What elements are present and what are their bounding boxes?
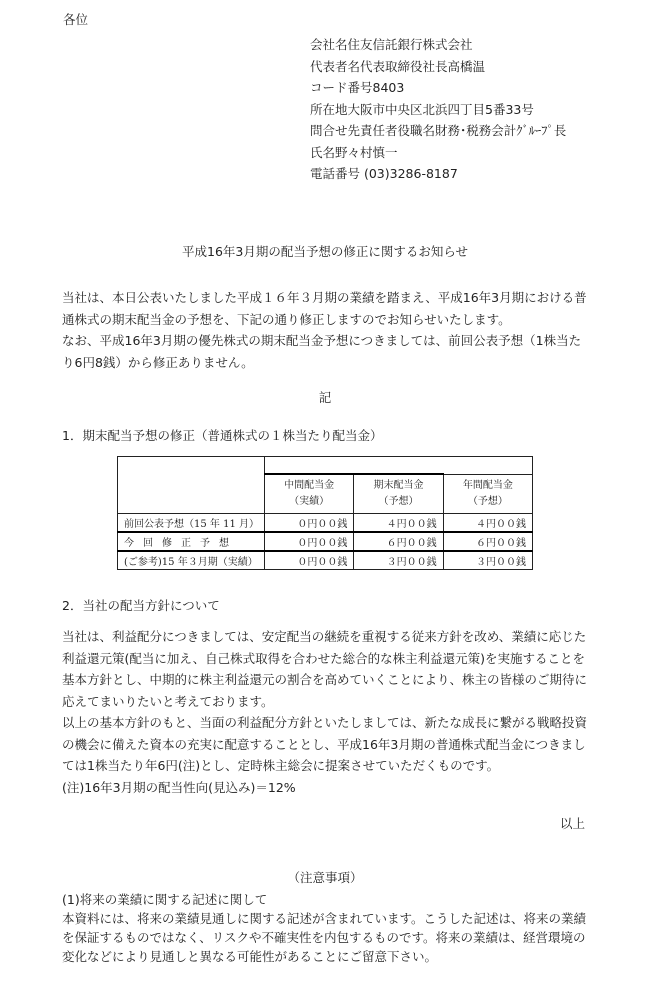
contact-person-name: 氏名野々村慎一 xyxy=(310,144,398,160)
code-number: コード番号8403 xyxy=(310,80,405,95)
dividend-table xyxy=(117,456,533,570)
table-row xyxy=(118,532,533,551)
representative: 代表者名代表取締役社長高橋温 xyxy=(310,58,486,74)
cell-value: ６円００銭 xyxy=(354,532,443,551)
cell-value: ３円００銭 xyxy=(354,551,443,570)
cell-value: ３円００銭 xyxy=(443,551,532,570)
section2-text xyxy=(62,626,592,798)
intro-paragraph: 当社は、本日公表いたしました平成１６年３月期の業績を踏まえ、平成16年3月期における普通株式の期末配当金の予想を、下記の通り修正しますのでお知らせいたします。 xyxy=(62,290,587,327)
cell-value: ０円００銭 xyxy=(265,514,354,533)
page-title: 平成16年3月期の配当予想の修正に関するお知らせ xyxy=(182,244,468,259)
intro-text xyxy=(62,287,592,373)
cell-value: ０円００銭 xyxy=(265,551,354,570)
cell-value: ０円００銭 xyxy=(265,532,354,551)
phone-number: 電話番号 (03)3286-8187 xyxy=(310,166,458,181)
header-annual: 年間配当金 （予想） xyxy=(443,474,532,514)
row-label: (ご参考)15 年３月期（実績） xyxy=(118,551,265,570)
caution-subheading: (1)将来の業績に関する記述に関して xyxy=(62,892,268,907)
closing-mark: 以上 xyxy=(560,816,586,831)
section1-heading: 1．期末配当予想の修正（普通株式の１株当たり配当金） xyxy=(62,428,383,443)
table-corner xyxy=(118,457,265,514)
header-year-end: 期末配当金 （予想） xyxy=(354,474,443,514)
section2-heading: 2．当社の配当方針について xyxy=(62,598,220,613)
table-header-band xyxy=(265,457,533,475)
address: 所在地大阪市中央区北浜四丁目5番33号 xyxy=(310,101,534,117)
ki-marker: 記 xyxy=(318,390,332,405)
cell-value: ６円００銭 xyxy=(443,532,532,551)
cell-value: ４円００銭 xyxy=(354,514,443,533)
cell-value: ４円００銭 xyxy=(443,514,532,533)
policy-paragraph: 当社は、利益配分につきましては、安定配当の継続を重視する従来方針を改め、業績に応じた利益還元策(配当に加え、自己株式取得を合わせた総合的な株主利益還元策)を実施することを基本方針とし、中期的に株主利益還元の割合を高めていくことにより、株主の皆様のご期待に応えてまいりたいと考えております。 xyxy=(62,629,588,709)
table-row xyxy=(118,551,533,570)
addressee: 各位 xyxy=(63,12,89,27)
caution-section xyxy=(62,890,592,966)
caution-text: 本資料には、将来の業績見通しに関する記述が含まれています。こうした記述は、将来の業績を保証するものではなく、リスクや不確実性を内包するものです。将来の業績は、経営環境の変化などにより見通しと異なる可能性があることにご留意下さい。 xyxy=(62,911,587,964)
table-row xyxy=(118,514,533,533)
payout-note: (注)16年3月期の配当性向(見込み)＝12% xyxy=(62,779,296,795)
policy-paragraph: 以上の基本方針のもと、当面の利益配分方針といたしましては、新たな成長に繋がる戦略投資の機会に備えた資本の充実に配意することとし、平成16年3月期の普通株式配当金につきましては1株当たり年6円(注)とし、定時株主総会に提案させていただくものです。 xyxy=(62,715,588,773)
caution-title: （注意事項） xyxy=(287,870,363,885)
company-name: 会社名住友信託銀行株式会社 xyxy=(310,37,473,52)
row-label: 前回公表予想（15 年 11 月） xyxy=(118,514,265,533)
intro-paragraph: なお、平成16年3月期の優先株式の期末配当金予想につきましては、前回公表予想（1株当たり6円8銭）から修正ありません。 xyxy=(62,333,582,370)
company-info xyxy=(310,34,590,185)
header-interim: 中間配当金 （実績） xyxy=(265,474,354,514)
contact-person-title: 問合せ先責任者役職名財務･税務会計ｸﾞﾙｰﾌﾟ長 xyxy=(310,123,567,138)
row-label: 今回修正予想 xyxy=(118,532,265,551)
